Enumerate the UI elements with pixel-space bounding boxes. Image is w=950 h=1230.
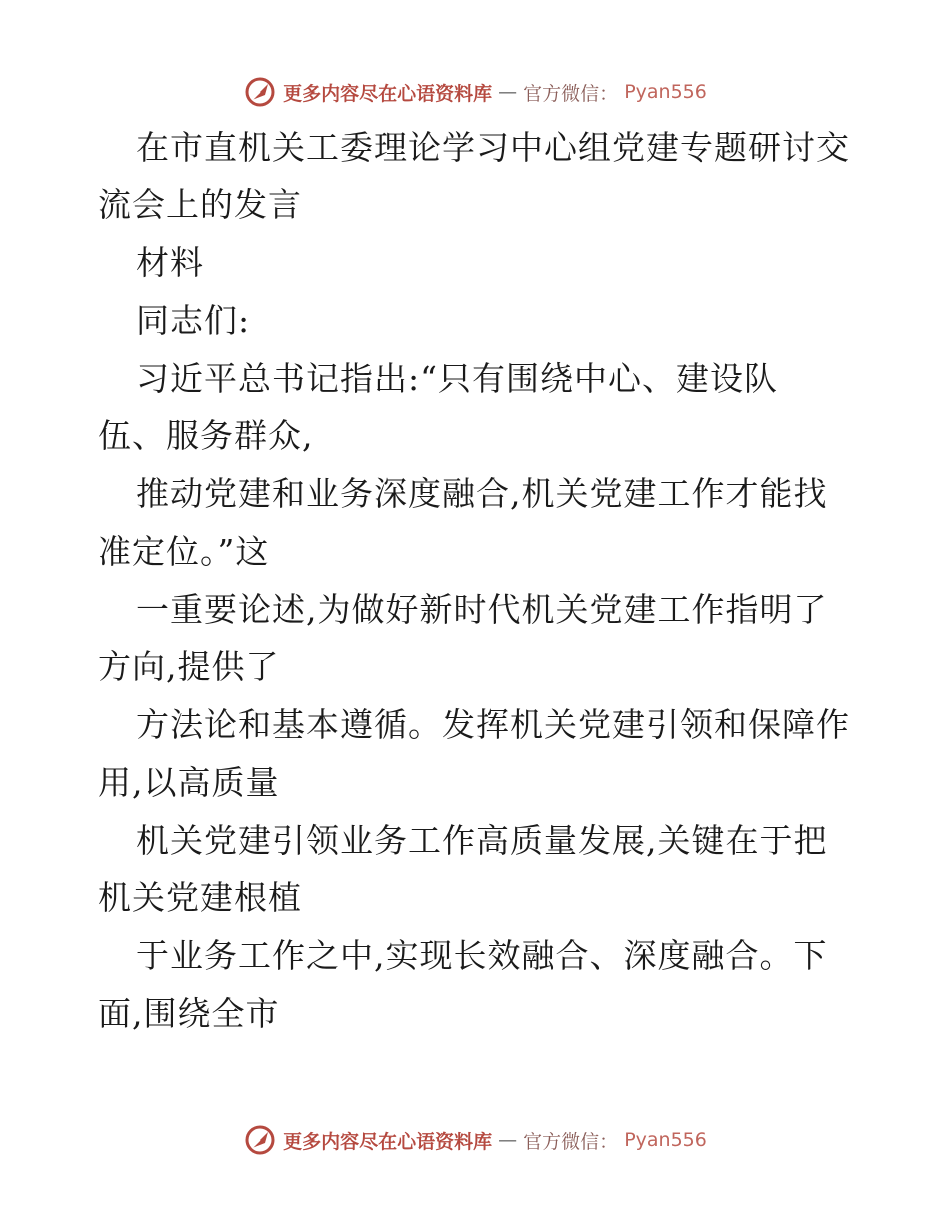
watermark-account: Pyan556	[624, 1129, 707, 1151]
watermark-separator: —	[498, 1129, 518, 1151]
text-line: 方向,提供了	[98, 647, 280, 686]
watermark-footer	[0, 1120, 950, 1160]
text-line: 推动党建和业务深度融合,机关党建工作才能找	[136, 474, 828, 513]
text-line: 准定位。”这	[98, 532, 270, 571]
text-line: 一重要论述,为做好新时代机关党建工作指明了	[136, 590, 828, 629]
text-line: 用,以高质量	[98, 763, 280, 802]
text-line: 伍、服务群众,	[98, 416, 314, 455]
feather-pen-logo-icon	[243, 75, 277, 109]
text-line: 机关党建根植	[98, 878, 302, 917]
text-line: 同志们:	[136, 301, 251, 340]
text-line: 机关党建引领业务工作高质量发展,关键在于把	[136, 821, 828, 860]
watermark-label: 官方微信：	[523, 82, 619, 105]
text-line: 材料	[136, 243, 204, 282]
text-line: 于业务工作之中,实现长效融合、深度融合。下	[136, 936, 828, 975]
text-line: 流会上的发言	[98, 185, 302, 224]
text-line: 面,围绕全市	[98, 994, 280, 1033]
text-line: 习近平总书记指出:“只有围绕中心、建设队	[136, 359, 778, 398]
watermark-label: 官方微信：	[523, 1130, 619, 1153]
feather-pen-logo-icon	[243, 1123, 277, 1157]
watermark-brand: 更多内容尽在心语资料库	[283, 1130, 493, 1153]
watermark-brand: 更多内容尽在心语资料库	[283, 82, 493, 105]
watermark-account: Pyan556	[624, 81, 707, 103]
text-line: 方法论和基本遵循。发挥机关党建引领和保障作	[136, 705, 850, 744]
watermark-header	[0, 72, 950, 112]
text-line: 在市直机关工委理论学习中心组党建专题研讨交	[136, 128, 850, 167]
watermark-separator: —	[498, 81, 518, 103]
